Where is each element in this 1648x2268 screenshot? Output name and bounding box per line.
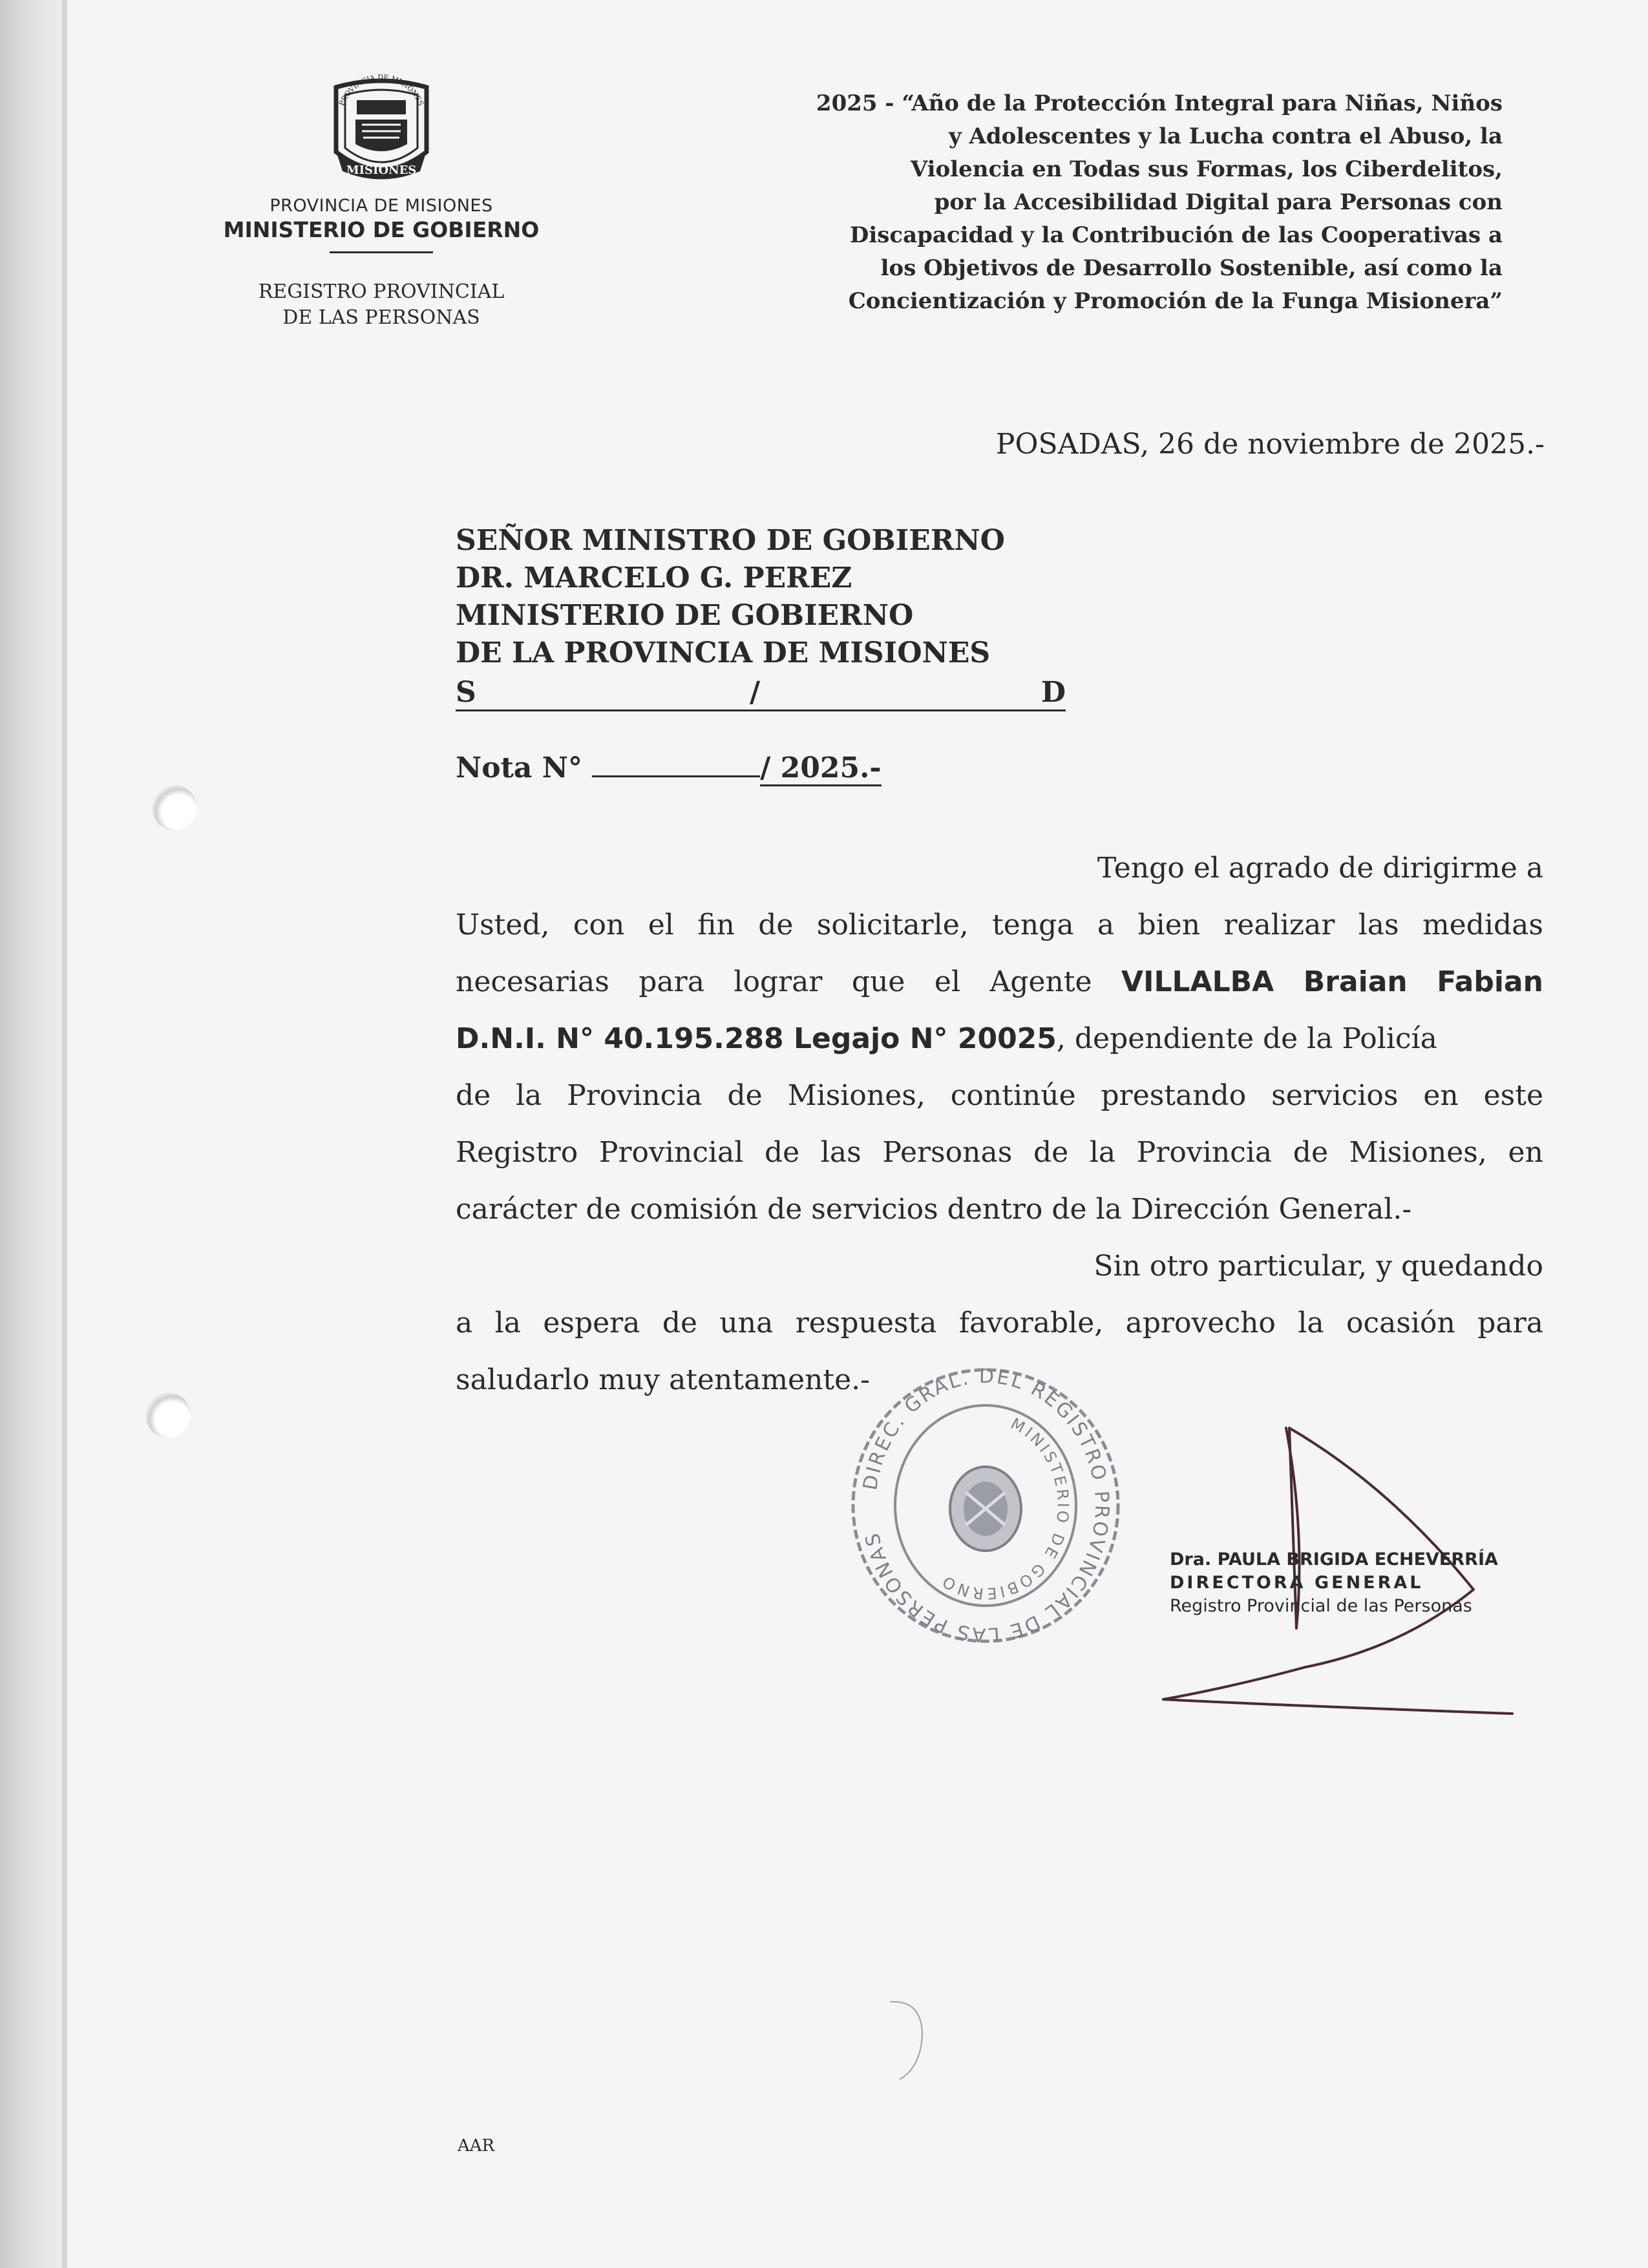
agent-name-word: Braian bbox=[1303, 965, 1408, 998]
note-year: / 2025.- bbox=[760, 751, 881, 786]
svg-text:MINISTERIO DE GOBIERNO: MINISTERIO DE GOBIERNO bbox=[937, 1414, 1073, 1603]
body-word: lograr bbox=[734, 965, 823, 998]
body-word: ocasión bbox=[1346, 1307, 1455, 1339]
body-word: las bbox=[820, 1136, 861, 1169]
body-word: la bbox=[1089, 1136, 1116, 1169]
body-word: a bbox=[456, 1307, 473, 1339]
body-word: servicios bbox=[1271, 1079, 1399, 1112]
body-word: espera bbox=[543, 1307, 640, 1339]
body-word: este bbox=[1483, 1079, 1543, 1112]
body-word: que bbox=[851, 965, 905, 998]
closing-line: saludarlo muy atentamente.- bbox=[456, 1363, 870, 1396]
body-line bbox=[456, 1295, 1543, 1352]
body-word: Provincia bbox=[567, 1079, 703, 1112]
official-stamp bbox=[843, 1363, 1128, 1648]
agent-name-word: Fabian bbox=[1437, 965, 1543, 998]
body-word: aprovecho bbox=[1125, 1307, 1276, 1339]
body-word: de bbox=[764, 1136, 800, 1169]
body-word: prestando bbox=[1101, 1079, 1247, 1112]
body-word: necesarias bbox=[456, 965, 609, 998]
body-word: fin bbox=[697, 908, 735, 941]
body-word: para bbox=[1477, 1307, 1543, 1339]
typist-initials: AAR bbox=[458, 2136, 495, 2156]
su-despacho-line bbox=[456, 676, 1066, 711]
recipient-line: DR. MARCELO G. PEREZ bbox=[456, 562, 852, 594]
motto-line: 2025 - “Año de la Protección Integral para Niñas, Niños bbox=[816, 90, 1503, 116]
su-despacho-slash: / bbox=[750, 676, 761, 709]
svg-text:MISIONES: MISIONES bbox=[346, 163, 417, 177]
motto-line: por la Accesibilidad Digital para Personas con bbox=[934, 189, 1503, 215]
body-word: Provincial bbox=[598, 1136, 744, 1169]
body-word: con bbox=[573, 908, 625, 941]
province-name: PROVINCIA DE MISIONES bbox=[269, 196, 493, 216]
body-word: a bbox=[1097, 908, 1115, 941]
recipient-address bbox=[456, 522, 1005, 672]
motto-line: Concientización y Promoción de la Funga Misionera” bbox=[848, 288, 1503, 314]
body-line: carácter de comisión de servicios dentro de la Dirección General.- bbox=[456, 1193, 1412, 1226]
body-word: Agente bbox=[989, 965, 1092, 998]
agent-name-word: VILLALBA bbox=[1121, 965, 1274, 998]
body-line bbox=[456, 1011, 1543, 1067]
year-motto bbox=[646, 87, 1503, 318]
letter-body bbox=[456, 840, 1543, 1409]
motto-line: Violencia en Todas sus Formas, los Ciberdelitos, bbox=[910, 156, 1503, 182]
body-word: la bbox=[1298, 1307, 1324, 1339]
body-word: Registro bbox=[456, 1136, 578, 1169]
body-word: Misiones, bbox=[787, 1079, 925, 1112]
letterhead bbox=[220, 74, 543, 331]
body-word: de bbox=[456, 1079, 491, 1112]
agent-id-bold: D.N.I. N° 40.195.288 Legajo N° 20025 bbox=[456, 1022, 1057, 1055]
body-word: de bbox=[662, 1307, 698, 1339]
letter-date: POSADAS, 26 de noviembre de 2025.- bbox=[995, 428, 1545, 461]
signatory-name: Dra. PAULA BRIGIDA ECHEVERRÍA bbox=[1170, 1549, 1498, 1570]
body-word: tenga bbox=[992, 908, 1074, 941]
scan-edge bbox=[0, 0, 65, 2268]
body-word: medidas bbox=[1422, 908, 1543, 941]
body-word: bien bbox=[1137, 908, 1201, 941]
signatory-office: Registro Provincial de las Personas bbox=[1170, 1596, 1472, 1616]
body-line bbox=[456, 1124, 1543, 1181]
body-word: de bbox=[758, 908, 794, 941]
stamp-coat-of-arms-icon bbox=[950, 1467, 1021, 1551]
svg-text:PROVINCIA DE MISIONES: PROVINCIA DE MISIONES bbox=[337, 74, 425, 107]
body-word: las bbox=[1358, 908, 1399, 941]
body-line bbox=[456, 954, 1543, 1011]
body-word: continúe bbox=[950, 1079, 1076, 1112]
motto-line: Discapacidad y la Contribución de las Cooperativas a bbox=[849, 222, 1503, 248]
body-word: favorable, bbox=[958, 1307, 1104, 1339]
note-label: Nota N° bbox=[456, 751, 582, 784]
registry-line-2: DE LAS PERSONAS bbox=[282, 306, 480, 329]
body-word: de bbox=[727, 1079, 763, 1112]
scan-edge-line bbox=[62, 0, 67, 2268]
body-word: en bbox=[1508, 1136, 1543, 1169]
body-word: Usted, bbox=[456, 908, 550, 941]
body-line: Tengo el agrado de dirigirme a bbox=[1097, 852, 1543, 885]
body-word: solicitarle, bbox=[816, 908, 969, 941]
body-text: , dependiente de la Policía bbox=[1056, 1022, 1437, 1055]
body-word: el bbox=[934, 965, 961, 998]
body-word: realizar bbox=[1223, 908, 1335, 941]
recipient-line: MINISTERIO DE GOBIERNO bbox=[456, 599, 914, 632]
svg-text:DIREC. GRAL. DEL REGISTRO PROV: DIREC. GRAL. DEL REGISTRO PROVINCIAL DE LAS PERSONAS bbox=[859, 1365, 1114, 1646]
motto-line: los Objetivos de Desarrollo Sostenible, así como la bbox=[880, 255, 1503, 281]
registry-line-1: REGISTRO PROVINCIAL bbox=[258, 280, 505, 303]
body-word: Provincia bbox=[1136, 1136, 1273, 1169]
recipient-line: DE LA PROVINCIA DE MISIONES bbox=[456, 636, 991, 669]
body-line bbox=[456, 1067, 1543, 1124]
letterhead-divider bbox=[330, 251, 433, 253]
recipient-line: SEÑOR MINISTRO DE GOBIERNO bbox=[456, 524, 1005, 557]
body-word: en bbox=[1423, 1079, 1459, 1112]
ministry-name: MINISTERIO DE GOBIERNO bbox=[223, 217, 540, 242]
body-word: para bbox=[639, 965, 704, 998]
punch-hole-bottom bbox=[145, 1392, 191, 1438]
signatory-block bbox=[1170, 1548, 1498, 1618]
registry-name bbox=[220, 279, 543, 331]
note-number bbox=[456, 751, 882, 784]
body-word: respuesta bbox=[795, 1307, 937, 1339]
note-number-blank bbox=[592, 756, 760, 777]
su-despacho-s: S bbox=[456, 676, 476, 709]
body-word: la bbox=[516, 1079, 542, 1112]
body-word: Personas bbox=[882, 1136, 1013, 1169]
body-word: la bbox=[494, 1307, 521, 1339]
su-despacho-d: D bbox=[1041, 676, 1066, 709]
punch-hole-top bbox=[152, 785, 197, 830]
body-word: el bbox=[648, 908, 674, 941]
body-word: de bbox=[1033, 1136, 1069, 1169]
province-coat-of-arms-icon bbox=[323, 74, 439, 184]
body-word: una bbox=[719, 1307, 774, 1339]
body-word: de bbox=[1293, 1136, 1328, 1169]
signatory-title: DIRECTORA GENERAL bbox=[1170, 1573, 1424, 1593]
body-line bbox=[456, 897, 1543, 954]
scan-mark bbox=[887, 1997, 925, 2081]
body-line: Sin otro particular, y quedando bbox=[1093, 1250, 1543, 1283]
body-word: Misiones, bbox=[1349, 1136, 1487, 1169]
motto-line: y Adolescentes y la Lucha contra el Abuso, la bbox=[948, 123, 1503, 149]
